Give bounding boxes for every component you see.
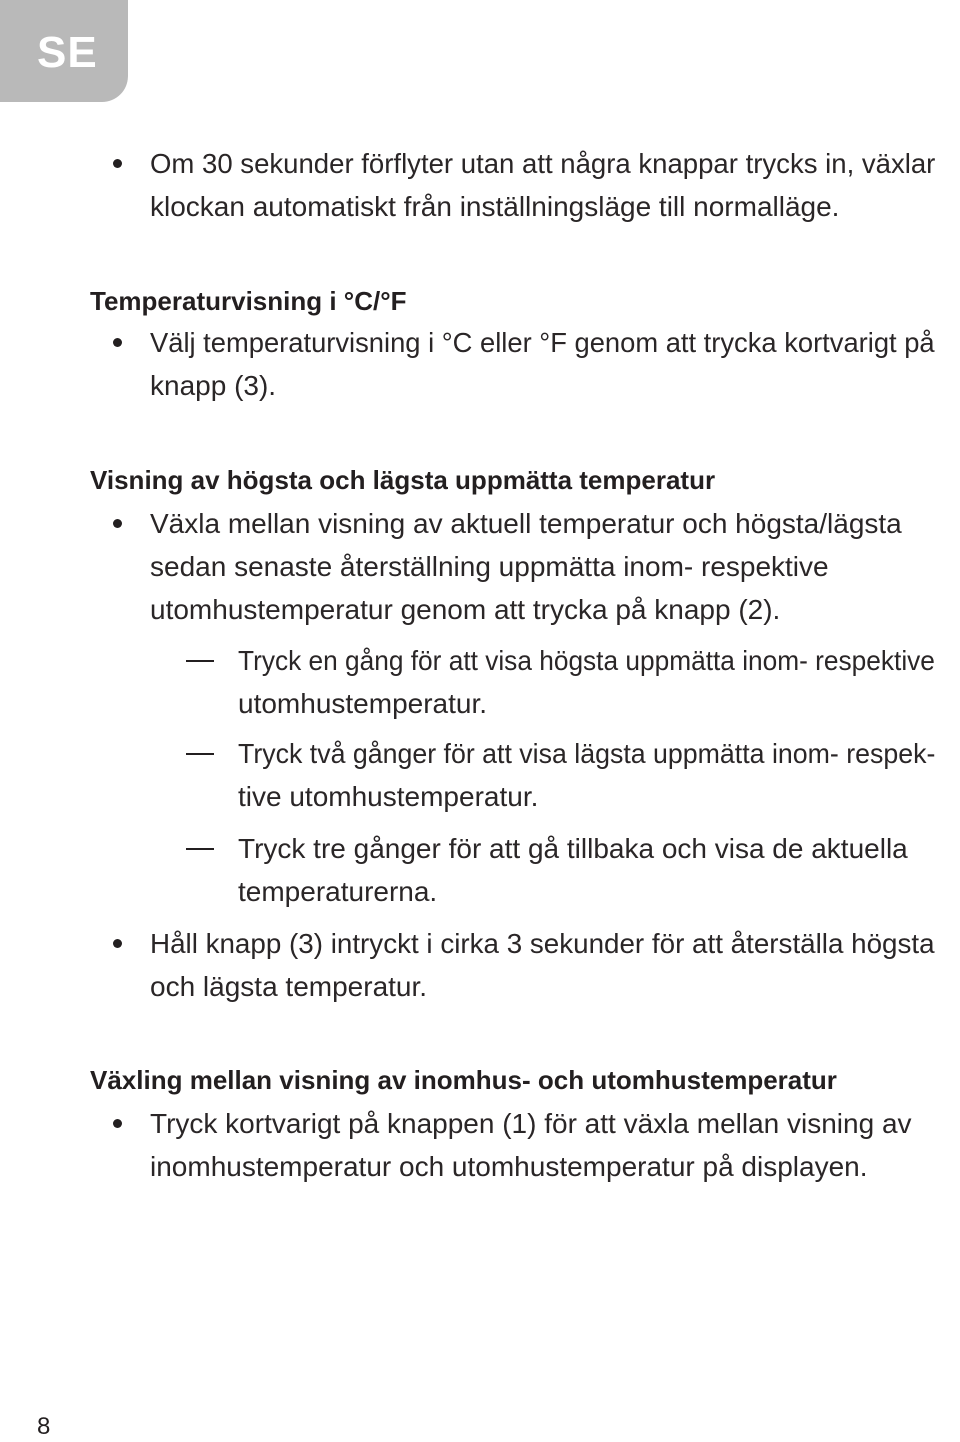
bullet-text-line: sedan senaste återställning uppmätta inom- respektive <box>150 551 829 582</box>
section-heading: Växling mellan visning av inomhus- och utomhustemperatur <box>90 1065 837 1095</box>
bullet-text-line: utomhustemperatur genom att trycka på knapp (2). <box>150 594 781 625</box>
section-heading: Temperaturvisning i °C/°F <box>90 286 407 316</box>
language-tab <box>0 0 128 102</box>
bullet-text-line: knapp (3). <box>150 370 277 401</box>
bullet-text-line: Håll knapp (3) intryckt i cirka 3 sekunder för att återställa högsta <box>150 928 935 959</box>
bullet-icon <box>113 519 122 528</box>
dash-icon <box>186 848 214 850</box>
sub-item-text-line: utomhustemperatur. <box>238 688 488 719</box>
sub-item-text-line: Tryck tre gånger för att gå tillbaka och visa de aktuella <box>238 833 908 864</box>
bullet-text-line: Om 30 sekunder förflyter utan att några knappar trycks in, växlar <box>150 148 936 179</box>
bullet-text-line: och lägsta temperatur. <box>150 971 428 1002</box>
bullet-icon <box>113 159 122 168</box>
dash-icon <box>186 660 214 662</box>
bullet-text-line: Växla mellan visning av aktuell temperatur och högsta/lägsta <box>150 508 902 539</box>
section-heading: Visning av högsta och lägsta uppmätta temperatur <box>90 465 716 495</box>
page-number: 8 <box>37 1413 51 1440</box>
bullet-icon <box>113 338 122 347</box>
bullet-text-line: Välj temperaturvisning i °C eller °F genom att trycka kortvarigt på <box>150 327 935 358</box>
language-tab-label: SE <box>37 28 98 77</box>
bullet-text-line: inomhustemperatur och utomhustemperatur på displayen. <box>150 1151 868 1182</box>
sub-item-text-line: Tryck en gång för att visa högsta uppmätta inom- respektive <box>238 645 935 676</box>
sub-item-text-line: temperaturerna. <box>238 876 438 907</box>
sub-item-text-line: Tryck två gånger för att visa lägsta uppmätta inom- respek- <box>238 738 936 769</box>
bullet-text-line: klockan automatiskt från inställningsläge till normalläge. <box>150 191 840 222</box>
bullet-icon <box>113 939 122 948</box>
bullet-icon <box>113 1119 122 1128</box>
dash-icon <box>186 753 214 755</box>
sub-item-text-line: tive utomhustemperatur. <box>238 781 539 812</box>
bullet-text-line: Tryck kortvarigt på knappen (1) för att växla mellan visning av <box>150 1108 912 1139</box>
